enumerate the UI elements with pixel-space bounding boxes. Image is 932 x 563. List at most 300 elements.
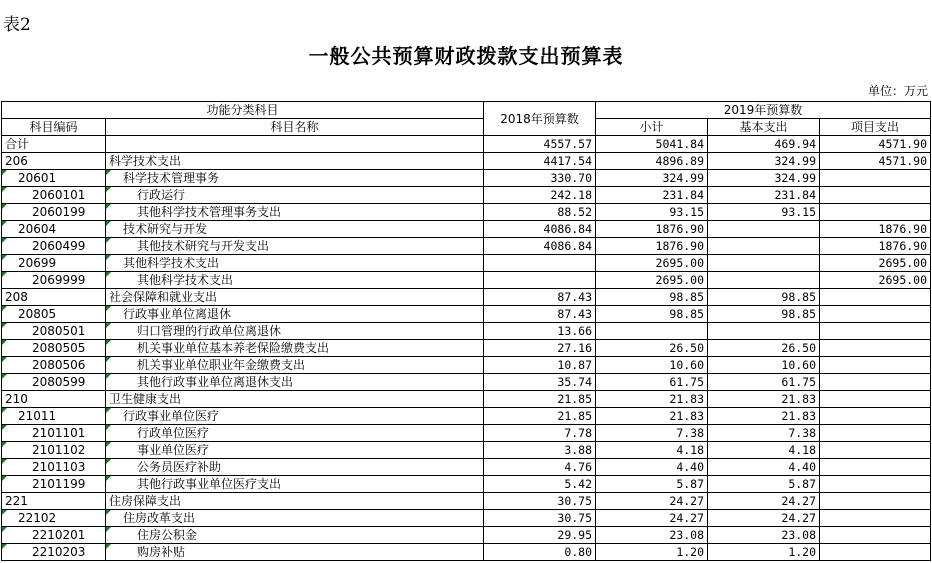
row-basic-text: 4.40 [788,460,817,474]
header-2018: 2018年预算数 [484,102,596,136]
header-row-1 [2,102,931,119]
row-code-text: 20604 [18,222,57,236]
row-code [2,442,106,459]
table-row [2,272,931,289]
row-2018-text: 4086.84 [543,222,593,236]
row-basic [708,391,820,408]
row-basic [708,442,820,459]
row-code [2,459,106,476]
row-2018-text: 30.75 [557,511,593,525]
row-code-text: 2101102 [32,443,86,457]
row-basic-text: 93.15 [781,205,817,219]
row-subtotal-text: 24.27 [669,494,705,508]
row-code-text: 2080506 [32,358,86,372]
row-project [820,323,931,340]
row-subtotal [596,136,708,153]
row-basic [708,136,820,153]
row-code-text: 2101199 [32,477,86,491]
table-row [2,204,931,221]
row-code-text: 2101103 [32,460,86,474]
row-code [2,153,106,170]
row-code-text: 2080505 [32,341,86,355]
header-row-2 [2,119,931,136]
row-project [820,357,931,374]
cell-marker-icon [2,170,7,175]
row-basic [708,493,820,510]
row-code [2,289,106,306]
row-name [106,255,484,272]
row-name-text: 其他行政事业单位医疗支出 [137,477,282,491]
row-name [106,272,484,289]
row-code [2,544,106,561]
row-project [820,408,931,425]
row-2018 [484,272,596,289]
row-basic [708,408,820,425]
row-subtotal-text: 231.84 [662,188,705,202]
row-2018 [484,425,596,442]
row-basic [708,357,820,374]
cell-marker-icon [106,510,111,515]
row-subtotal [596,255,708,272]
row-name-text: 行政单位医疗 [137,426,210,440]
row-subtotal [596,442,708,459]
row-subtotal-text: 98.85 [669,290,705,304]
row-subtotal-text: 7.38 [676,426,705,440]
row-name-text: 行政事业单位医疗 [123,409,220,423]
row-2018 [484,204,596,221]
row-project [820,374,931,391]
row-code [2,204,106,221]
row-code [2,238,106,255]
row-2018-text: 7.78 [564,426,593,440]
row-subtotal-text: 24.27 [669,511,705,525]
row-subtotal [596,544,708,561]
row-basic [708,272,820,289]
row-code-text: 2210201 [32,528,86,542]
cell-marker-icon [2,510,7,515]
row-2018 [484,544,596,561]
cell-marker-icon [106,255,111,260]
row-name-text: 机关事业单位基本养老保险缴费支出 [137,341,330,355]
cell-marker-icon [106,323,111,328]
cell-marker-icon [2,221,7,226]
cell-marker-icon [2,306,7,311]
row-2018 [484,476,596,493]
cell-marker-icon [2,425,7,430]
row-subtotal-text: 23.08 [669,528,705,542]
cell-marker-icon [2,408,7,413]
table-row [2,153,931,170]
row-code [2,170,106,187]
row-basic-text: 21.83 [781,409,817,423]
table-row [2,476,931,493]
row-basic [708,170,820,187]
row-code-text: 2080599 [32,375,86,389]
table-label: 表2 [3,15,31,35]
row-project [820,544,931,561]
row-project [820,255,931,272]
row-code-text: 2210203 [32,545,86,559]
row-code-text: 2060199 [32,205,86,219]
row-project [820,306,931,323]
row-basic [708,238,820,255]
row-2018 [484,357,596,374]
row-project [820,476,931,493]
row-2018-text: 21.85 [557,409,593,423]
budget-table [1,101,931,561]
row-subtotal-text: 26.50 [669,341,705,355]
row-2018-text: 242.18 [550,188,593,202]
row-2018-text: 13.66 [557,324,593,338]
row-name-text: 住房保障支出 [109,494,182,508]
row-basic-text: 61.75 [781,375,817,389]
row-project [820,510,931,527]
table-row [2,340,931,357]
row-code-text: 206 [5,154,28,168]
row-basic-text: 231.84 [774,188,817,202]
row-2018-text: 3.88 [564,443,593,457]
row-code [2,527,106,544]
header-name: 科目名称 [106,119,484,136]
cell-marker-icon [2,238,7,243]
row-project [820,459,931,476]
row-name-text: 其他科学技术支出 [123,256,220,270]
row-code-text: 2069999 [32,273,86,287]
header-project: 项目支出 [820,119,931,136]
row-name [106,408,484,425]
row-subtotal [596,153,708,170]
row-2018 [484,187,596,204]
row-code [2,255,106,272]
table-row [2,238,931,255]
row-2018 [484,238,596,255]
row-basic [708,459,820,476]
cell-marker-icon [106,476,111,481]
row-name-text: 购房补贴 [137,545,186,559]
row-2018 [484,255,596,272]
row-2018-text: 4.76 [564,460,593,474]
row-name [106,374,484,391]
row-name-text: 公务员医疗补助 [137,460,222,474]
cell-marker-icon [2,544,7,549]
row-code [2,221,106,238]
row-2018 [484,289,596,306]
row-name [106,153,484,170]
row-subtotal-text: 4.40 [676,460,705,474]
row-2018 [484,323,596,340]
row-basic-text: 7.38 [788,426,817,440]
row-2018-text: 4557.57 [543,137,593,151]
header-basic: 基本支出 [708,119,820,136]
table-row [2,306,931,323]
table-row [2,544,931,561]
table-row [2,408,931,425]
cell-marker-icon [2,374,7,379]
row-2018 [484,340,596,357]
row-name-text: 其他科学技术支出 [137,273,234,287]
row-basic-text: 24.27 [781,494,817,508]
row-code-text: 20601 [18,171,57,185]
row-2018 [484,374,596,391]
row-name [106,442,484,459]
row-subtotal-text: 10.60 [669,358,705,372]
row-subtotal [596,357,708,374]
row-2018-text: 87.43 [557,290,593,304]
row-name-text: 科学技术管理事务 [123,171,220,185]
row-project-text: 2695.00 [878,256,928,270]
row-basic-text: 324.99 [774,154,817,168]
header-code: 科目编码 [2,119,106,136]
row-2018 [484,510,596,527]
row-code-text: 22102 [18,511,57,525]
row-basic [708,510,820,527]
row-name-text: 行政事业单位离退休 [123,307,232,321]
row-2018 [484,170,596,187]
row-name-text: 行政运行 [137,188,186,202]
row-basic [708,374,820,391]
row-name-text: 住房改革支出 [123,511,196,525]
row-basic-text: 23.08 [781,528,817,542]
row-code [2,408,106,425]
row-project [820,153,931,170]
row-subtotal-text: 61.75 [669,375,705,389]
row-code-text: 20805 [18,307,57,321]
row-basic [708,425,820,442]
cell-marker-icon [2,357,7,362]
row-name [106,459,484,476]
row-subtotal [596,306,708,323]
row-basic [708,544,820,561]
cell-marker-icon [2,204,7,209]
row-code [2,493,106,510]
header-2019: 2019年预算数 [596,102,931,119]
row-2018-text: 10.87 [557,358,593,372]
row-name-text: 其他科学技术管理事务支出 [137,205,282,219]
row-code [2,391,106,408]
row-name [106,340,484,357]
row-code [2,272,106,289]
cell-marker-icon [106,374,111,379]
cell-marker-icon [106,425,111,430]
table-row [2,459,931,476]
row-2018 [484,136,596,153]
row-subtotal [596,272,708,289]
row-name [106,187,484,204]
row-2018 [484,442,596,459]
cell-marker-icon [2,187,7,192]
row-name [106,510,484,527]
row-project-text: 4571.90 [878,137,928,151]
row-basic [708,187,820,204]
row-basic-text: 469.94 [774,137,817,151]
row-code-text: 208 [5,290,28,304]
row-name-text: 社会保障和就业支出 [109,290,218,304]
cell-marker-icon [2,442,7,447]
cell-marker-icon [2,255,7,260]
cell-marker-icon [2,459,7,464]
row-subtotal-text: 4896.89 [655,154,705,168]
row-subtotal [596,476,708,493]
row-2018 [484,527,596,544]
row-2018-text: 27.16 [557,341,593,355]
row-name [106,493,484,510]
table-row [2,374,931,391]
row-2018 [484,459,596,476]
row-name [106,323,484,340]
row-basic-text: 10.60 [781,358,817,372]
row-name-text: 住房公积金 [137,528,198,542]
row-name [106,357,484,374]
cell-marker-icon [106,238,111,243]
cell-marker-icon [106,340,111,345]
row-2018 [484,306,596,323]
row-project [820,527,931,544]
table-row [2,170,931,187]
row-basic [708,323,820,340]
row-subtotal-text: 21.83 [669,392,705,406]
header-subtotal: 小计 [596,119,708,136]
row-basic-text: 24.27 [781,511,817,525]
row-code [2,425,106,442]
cell-marker-icon [106,170,111,175]
row-basic-text: 5.87 [788,477,817,491]
row-code-text: 20699 [18,256,57,270]
table-row [2,391,931,408]
row-basic-text: 98.85 [781,290,817,304]
row-code [2,187,106,204]
row-code [2,340,106,357]
row-code-text: 221 [5,494,28,508]
row-basic-text: 4.18 [788,443,817,457]
row-subtotal [596,289,708,306]
row-basic-text: 98.85 [781,307,817,321]
row-subtotal-text: 324.99 [662,171,705,185]
cell-marker-icon [2,272,7,277]
row-name [106,136,484,153]
row-2018-text: 88.52 [557,205,593,219]
row-2018 [484,408,596,425]
row-name-text: 技术研究与开发 [123,222,208,236]
row-subtotal [596,374,708,391]
row-subtotal [596,170,708,187]
row-subtotal [596,493,708,510]
row-subtotal [596,527,708,544]
row-code [2,476,106,493]
row-name [106,306,484,323]
row-name-text: 机关事业单位职业年金缴费支出 [137,358,306,372]
row-2018-text: 5.42 [564,477,593,491]
row-code-text: 2080501 [32,324,86,338]
row-code-text: 合计 [5,137,30,151]
row-basic-text: 26.50 [781,341,817,355]
table-row [2,527,931,544]
cell-marker-icon [106,306,111,311]
row-code [2,323,106,340]
row-2018-text: 30.75 [557,494,593,508]
row-subtotal-text: 1.20 [676,545,705,559]
row-project [820,136,931,153]
row-name [106,544,484,561]
row-name-text: 其他技术研究与开发支出 [137,239,270,253]
row-project [820,272,931,289]
row-code-text: 210 [5,392,28,406]
row-basic-text: 324.99 [774,171,817,185]
row-subtotal [596,408,708,425]
table-row [2,357,931,374]
cell-marker-icon [106,408,111,413]
row-code [2,357,106,374]
page-title: 一般公共预算财政拨款支出预算表 [308,44,624,68]
table-row [2,442,931,459]
row-basic [708,204,820,221]
row-2018-text: 4417.54 [543,154,593,168]
row-subtotal-text: 1876.90 [655,222,705,236]
row-basic-text: 1.20 [788,545,817,559]
row-basic [708,306,820,323]
row-subtotal [596,238,708,255]
row-basic [708,527,820,544]
row-2018-text: 29.95 [557,528,593,542]
cell-marker-icon [106,544,111,549]
row-subtotal-text: 5.87 [676,477,705,491]
row-code [2,510,106,527]
table-row [2,323,931,340]
row-subtotal [596,391,708,408]
row-project [820,289,931,306]
row-name-text: 归口管理的行政单位离退休 [137,324,282,338]
row-name-text: 其他行政事业单位离退休支出 [137,375,294,389]
row-2018-text: 4086.84 [543,239,593,253]
row-2018-text: 21.85 [557,392,593,406]
row-name [106,425,484,442]
cell-marker-icon [106,221,111,226]
row-code [2,306,106,323]
table-row [2,425,931,442]
row-project-text: 2695.00 [878,273,928,287]
table-row [2,255,931,272]
row-2018 [484,153,596,170]
row-code-text: 2060101 [32,188,86,202]
cell-marker-icon [106,272,111,277]
row-2018-text: 330.70 [550,171,593,185]
row-project [820,493,931,510]
row-project [820,442,931,459]
row-subtotal-text: 5041.84 [655,137,705,151]
cell-marker-icon [106,442,111,447]
cell-marker-icon [106,527,111,532]
row-code-text: 2060499 [32,239,86,253]
row-2018 [484,493,596,510]
row-subtotal [596,187,708,204]
row-2018 [484,221,596,238]
row-project [820,170,931,187]
row-basic [708,289,820,306]
row-project [820,391,931,408]
row-name [106,170,484,187]
row-project [820,340,931,357]
unit-label: 单位：万元 [867,84,928,98]
row-basic-text: 21.83 [781,392,817,406]
row-project [820,187,931,204]
row-2018-text: 87.43 [557,307,593,321]
row-basic [708,255,820,272]
row-subtotal-text: 21.83 [669,409,705,423]
row-subtotal-text: 93.15 [669,205,705,219]
row-subtotal-text: 98.85 [669,307,705,321]
row-name [106,391,484,408]
cell-marker-icon [2,476,7,481]
row-subtotal [596,510,708,527]
